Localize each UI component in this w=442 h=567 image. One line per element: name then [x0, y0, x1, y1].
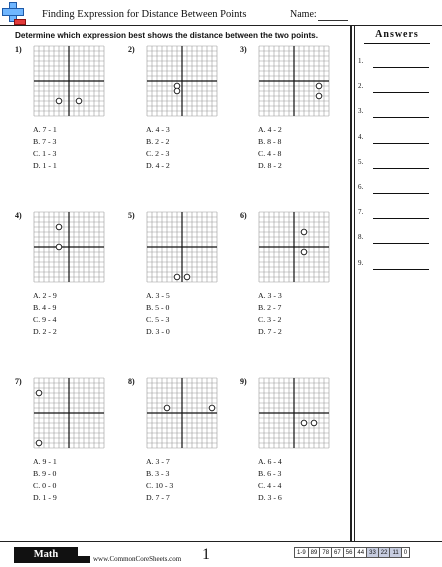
- answer-label: 6.: [358, 183, 364, 191]
- answer-choice: A. 7 - 1: [33, 125, 57, 134]
- instructions: Determine which expression best shows the distance between the two points.: [15, 31, 319, 40]
- answer-choice: B. 3 - 3: [146, 469, 170, 478]
- answer-choice: B. 5 - 0: [146, 303, 170, 312]
- answer-blank[interactable]: [373, 67, 429, 68]
- problem-number: 8): [128, 377, 135, 386]
- score-cell: 56: [343, 548, 355, 558]
- answer-choice: D. 3 - 6: [258, 493, 282, 502]
- coordinate-grid: [33, 211, 105, 283]
- problem-5: [128, 211, 240, 381]
- answer-choices: [258, 124, 282, 172]
- score-cell: 11: [390, 548, 401, 558]
- problem-number: 3): [240, 45, 247, 54]
- problem-9: [240, 377, 352, 547]
- site-url: www.CommonCoreSheets.com: [93, 555, 182, 563]
- answer-column-divider-inner: [354, 25, 355, 541]
- answer-label: 5.: [358, 157, 364, 166]
- plotted-point: [56, 244, 62, 250]
- score-cell: 67: [332, 548, 344, 558]
- score-scale-table: [294, 547, 410, 558]
- answer-choices: [33, 456, 57, 504]
- answer-choice: A. 3 - 5: [146, 291, 170, 300]
- answer-choice: D. 1 - 1: [33, 161, 57, 170]
- answer-choice: A. 9 - 1: [33, 457, 57, 466]
- score-cell: 78: [320, 548, 332, 558]
- plotted-point: [184, 274, 190, 280]
- score-cell: 33: [367, 548, 379, 558]
- answer-label: 9.: [358, 258, 364, 267]
- answer-blank[interactable]: [373, 269, 429, 270]
- coordinate-grid: [146, 211, 218, 283]
- coordinate-grid: [258, 377, 330, 449]
- answer-choice: A. 6 - 4: [258, 457, 282, 466]
- answer-choice: C. 9 - 4: [33, 315, 57, 324]
- answer-choices: [146, 124, 170, 172]
- coordinate-grid: [146, 377, 218, 449]
- plotted-point: [174, 88, 180, 94]
- problem-1: [15, 45, 127, 215]
- answer-choice: C. 2 - 3: [146, 149, 170, 158]
- answer-blank[interactable]: [373, 92, 429, 93]
- plus-minus-logo-icon: [2, 2, 22, 24]
- page-number: 1: [202, 546, 210, 563]
- answer-choice: A. 3 - 7: [146, 457, 170, 466]
- answer-blank[interactable]: [373, 117, 429, 118]
- answer-choices: [146, 290, 170, 338]
- coordinate-grid: [146, 45, 218, 117]
- answer-choice: A. 4 - 2: [258, 125, 282, 134]
- answer-choice: D. 1 - 9: [33, 493, 57, 502]
- plotted-point: [316, 83, 322, 89]
- answer-choice: D. 7 - 7: [146, 493, 170, 502]
- answer-label: 4.: [358, 132, 364, 141]
- answer-choice: C. 5 - 3: [146, 315, 170, 324]
- score-cell: 0: [401, 548, 409, 558]
- answer-blank[interactable]: [373, 193, 429, 194]
- answer-choice: A. 2 - 9: [33, 291, 57, 300]
- answer-blank[interactable]: [373, 243, 429, 244]
- problem-7: [15, 377, 127, 547]
- header-divider: [0, 25, 442, 26]
- footer-divider: [0, 541, 442, 542]
- answer-choice: B. 2 - 2: [146, 137, 170, 146]
- answer-choice: D. 2 - 2: [33, 327, 57, 336]
- coordinate-grid: [258, 45, 330, 117]
- answer-choice: B. 6 - 3: [258, 469, 282, 478]
- plotted-point: [301, 249, 307, 255]
- plotted-point: [56, 224, 62, 230]
- coordinate-grid: [33, 377, 105, 449]
- answers-heading: Answers: [375, 29, 419, 40]
- answer-choice: C. 3 - 2: [258, 315, 282, 324]
- answer-choice: D. 3 - 0: [146, 327, 170, 336]
- problem-number: 9): [240, 377, 247, 386]
- problem-2: [128, 45, 240, 215]
- answer-choice: B. 8 - 8: [258, 137, 282, 146]
- answer-choice: B. 4 - 9: [33, 303, 57, 312]
- answer-choice: A. 4 - 3: [146, 125, 170, 134]
- problem-number: 2): [128, 45, 135, 54]
- answer-blank[interactable]: [373, 218, 429, 219]
- answer-label: 8.: [358, 233, 364, 242]
- problem-6: [240, 211, 352, 381]
- answer-choice: C. 4 - 8: [258, 149, 282, 158]
- plotted-point: [209, 405, 215, 411]
- score-cell: 1-9: [295, 548, 309, 558]
- score-cell: 89: [308, 548, 320, 558]
- answer-choices: [146, 456, 173, 504]
- plotted-point: [311, 420, 317, 426]
- plotted-point: [56, 98, 62, 104]
- answer-choice: A. 3 - 3: [258, 291, 282, 300]
- name-label: Name:: [290, 9, 317, 20]
- answer-choice: B. 9 - 0: [33, 469, 57, 478]
- answer-choice: C. 1 - 3: [33, 149, 57, 158]
- answer-choice: C. 10 - 3: [146, 481, 174, 490]
- answer-choice: B. 2 - 7: [258, 303, 282, 312]
- plotted-point: [301, 420, 307, 426]
- problem-number: 7): [15, 377, 22, 386]
- answer-choices: [258, 456, 282, 504]
- subject-badge: Math: [14, 547, 78, 563]
- answer-label: 3.: [358, 107, 364, 116]
- answers-heading-underline: [364, 43, 430, 44]
- answer-choice: D. 7 - 2: [258, 327, 282, 336]
- answer-label: 1.: [358, 57, 364, 65]
- answer-choices: [33, 124, 57, 172]
- answer-choice: B. 7 - 3: [33, 137, 57, 146]
- plotted-point: [174, 274, 180, 280]
- answer-choices: [33, 290, 57, 338]
- answer-choice: D. 8 - 2: [258, 161, 282, 170]
- answer-choices: [258, 290, 282, 338]
- plotted-point: [164, 405, 170, 411]
- problem-number: 4): [15, 211, 22, 220]
- plotted-point: [36, 390, 42, 396]
- problem-number: 1): [15, 45, 22, 54]
- answer-choice: C. 0 - 0: [33, 481, 57, 490]
- answer-choice: C. 4 - 4: [258, 481, 282, 490]
- score-cell: 44: [355, 548, 367, 558]
- plotted-point: [301, 229, 307, 235]
- answer-blank[interactable]: [373, 143, 429, 144]
- answer-blank[interactable]: [373, 168, 429, 169]
- subject-badge-tab: [78, 556, 90, 563]
- problem-3: [240, 45, 352, 215]
- problem-number: 6): [240, 211, 247, 220]
- plotted-point: [316, 93, 322, 99]
- page-title: Finding Expression for Distance Between Points: [42, 9, 247, 20]
- name-field-line[interactable]: [318, 20, 348, 21]
- coordinate-grid: [258, 211, 330, 283]
- answer-label: 7.: [358, 208, 364, 217]
- score-cell: 22: [378, 548, 390, 558]
- plotted-point: [36, 440, 42, 446]
- answer-choice: D. 4 - 2: [146, 161, 170, 170]
- plotted-point: [76, 98, 82, 104]
- problem-number: 5): [128, 211, 135, 220]
- answer-label: 2.: [358, 82, 364, 91]
- problem-8: [128, 377, 240, 547]
- coordinate-grid: [33, 45, 105, 117]
- problem-4: [15, 211, 127, 381]
